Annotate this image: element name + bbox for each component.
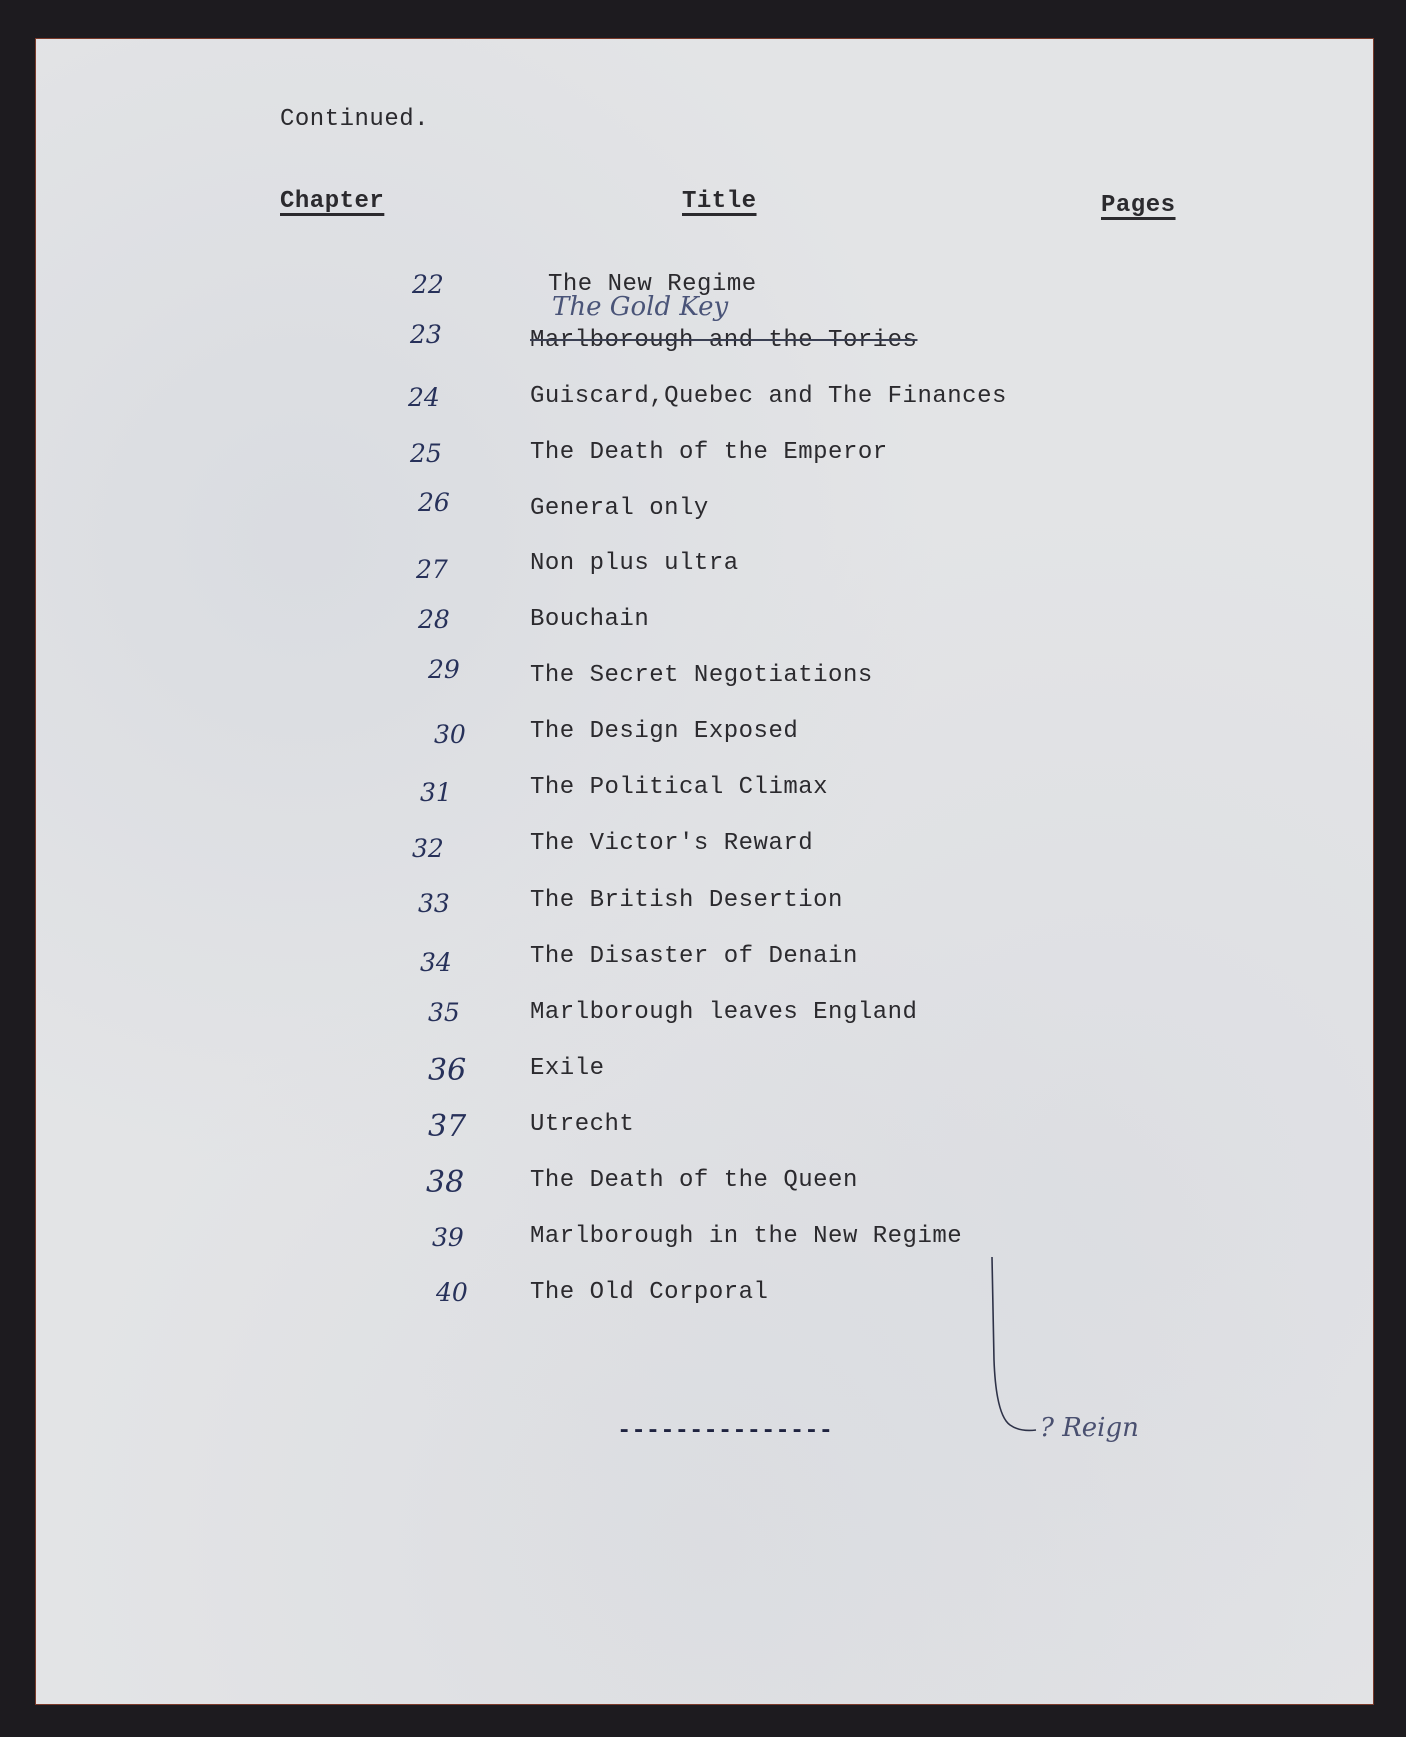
chapter-title: Utrecht <box>530 1111 635 1138</box>
chapter-title: The Victor's Reward <box>530 830 814 857</box>
chapter-title: The Death of the Queen <box>530 1167 858 1194</box>
end-divider: --------------- <box>617 1418 834 1445</box>
continued-heading: Continued. <box>280 106 430 133</box>
chapter-title: The New Regime <box>548 271 757 298</box>
handwritten-replacement-title: The Gold Key <box>552 292 729 322</box>
chapter-title: Non plus ultra <box>530 550 739 577</box>
chapter-number: 24 <box>408 383 440 412</box>
chapter-number: 22 <box>412 270 444 299</box>
chapter-number: 34 <box>420 948 452 977</box>
chapter-number: 33 <box>418 889 450 918</box>
chapter-number: 31 <box>420 778 452 807</box>
chapter-number: 40 <box>436 1278 468 1307</box>
chapter-number: 35 <box>428 998 460 1027</box>
margin-note: ? Reign <box>1040 1413 1139 1443</box>
chapter-title: Exile <box>530 1055 605 1082</box>
chapter-title: Bouchain <box>530 606 650 633</box>
chapter-number: 26 <box>418 488 450 517</box>
chapter-title: Marlborough leaves England <box>530 999 918 1026</box>
chapter-title: The Design Exposed <box>530 718 799 745</box>
chapter-title: General only <box>530 495 709 522</box>
chapter-title-struck: Marlborough and the Tories <box>530 327 918 354</box>
chapter-title: Guiscard,Quebec and The Finances <box>530 383 1007 410</box>
column-header-pages: Pages <box>1101 192 1176 219</box>
column-header-chapter: Chapter <box>280 188 385 215</box>
chapter-number: 36 <box>428 1053 467 1088</box>
chapter-number: 30 <box>434 720 466 749</box>
chapter-title: Marlborough in the New Regime <box>530 1223 963 1250</box>
chapter-title: The British Desertion <box>530 887 843 914</box>
chapter-number: 37 <box>428 1109 467 1144</box>
chapter-number: 32 <box>412 834 444 863</box>
column-header-title: Title <box>682 188 757 215</box>
chapter-number: 39 <box>432 1223 464 1252</box>
chapter-number: 25 <box>410 439 442 468</box>
chapter-number: 23 <box>410 320 442 349</box>
chapter-number: 29 <box>428 655 460 684</box>
chapter-number: 38 <box>426 1165 465 1200</box>
chapter-title: The Old Corporal <box>530 1279 769 1306</box>
chapter-title: The Disaster of Denain <box>530 943 858 970</box>
chapter-number: 27 <box>416 555 448 584</box>
chapter-title: The Death of the Emperor <box>530 439 888 466</box>
chapter-number: 28 <box>418 605 450 634</box>
chapter-title: The Secret Negotiations <box>530 662 873 689</box>
chapter-title: The Political Climax <box>530 774 829 801</box>
